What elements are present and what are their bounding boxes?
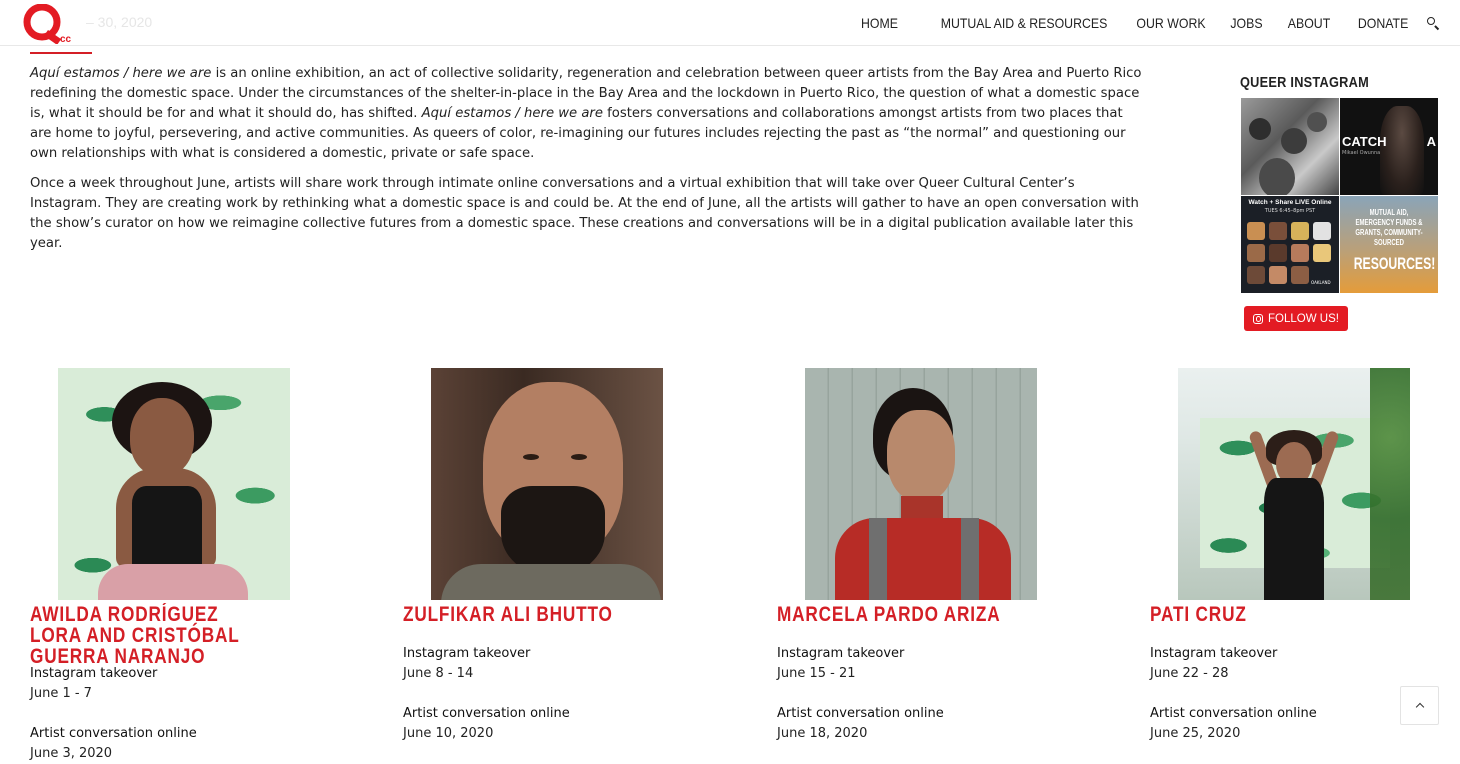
exhibition-intro [30, 64, 1145, 264]
artist-takeover [403, 644, 530, 684]
exhibition-title-em-2: Aquí estamos / here we are [421, 106, 603, 121]
nav-mutual-aid[interactable]: MUTUAL AID & RESOURCES [940, 15, 1108, 31]
post-live-title: Watch + Share LIVE Online [1248, 199, 1332, 206]
intro-text-a: is an online exhibition, an act of collective solidarity, regeneration and celebration between queer artists from the Bay Area and Puerto Rico redefining the domestic space. Under the circumstances of the shelter-in-place in the Bay Area and the lockdown in Puerto Rico, the question of what a domestic space is, what it should be for and what it should do, has shifted. [30, 66, 1142, 121]
conversation-date: June 3, 2020 [30, 746, 113, 761]
nav-our-work[interactable]: OUR WORK [1136, 15, 1206, 31]
intro-paragraph-1 [30, 64, 1145, 164]
post-resources-small: MUTUAL AID, EMERGENCY FUNDS & GRANTS, COMMUNITY-SOURCED [1355, 208, 1423, 247]
instagram-icon [1253, 314, 1263, 324]
follow-us-label: FOLLOW US! [1268, 312, 1339, 325]
post-oakland: OAKLAND [1311, 280, 1331, 285]
takeover-dates: June 8 - 14 [403, 666, 474, 681]
artist-takeover [30, 664, 157, 704]
conversation-label: Artist conversation online [30, 726, 197, 741]
takeover-dates: June 1 - 7 [30, 686, 92, 701]
post-resources-big: RESOURCES! [1353, 254, 1436, 273]
nav-jobs[interactable]: JOBS [1230, 15, 1263, 31]
conversation-date: June 18, 2020 [777, 726, 868, 741]
conversation-label: Artist conversation online [777, 706, 944, 721]
takeover-label: Instagram takeover [1150, 646, 1278, 661]
search-icon[interactable] [1426, 16, 1440, 30]
nav-home[interactable]: HOME [861, 15, 899, 31]
post-catch-text: CATCH [1342, 134, 1387, 149]
instagram-post-2[interactable] [1340, 98, 1438, 195]
nav-about[interactable]: ABOUT [1288, 15, 1331, 31]
conversation-date: June 25, 2020 [1150, 726, 1241, 741]
artist-takeover [1150, 644, 1277, 684]
artist-photo [58, 368, 290, 600]
artist-conversation [403, 704, 570, 744]
qcc-logo[interactable] [22, 4, 78, 44]
logo-sub: cc [60, 34, 72, 44]
qcc-logo-mark [22, 4, 78, 44]
nav-donate[interactable]: DONATE [1357, 15, 1408, 31]
takeover-dates: June 15 - 21 [777, 666, 856, 681]
main-nav [836, 0, 1440, 46]
chevron-up-icon [1416, 703, 1424, 711]
artist-conversation [30, 724, 197, 764]
artist-name: ZULFIKAR ALI BHUTTO [403, 603, 613, 626]
conversation-label: Artist conversation online [403, 706, 570, 721]
artist-name: MARCELA PARDO ARIZA [777, 603, 1001, 626]
instagram-grid [1241, 98, 1438, 294]
instagram-post-4[interactable] [1340, 196, 1438, 293]
follow-us-button[interactable] [1244, 306, 1348, 331]
back-to-top-button[interactable] [1400, 686, 1439, 725]
exhibition-title-em: Aquí estamos / here we are [30, 66, 212, 81]
post-catch-sub: Mikael Owunna [1342, 150, 1381, 156]
takeover-label: Instagram takeover [777, 646, 905, 661]
site-header [0, 0, 1460, 46]
artist-photo [805, 368, 1037, 600]
artist-takeover [777, 644, 904, 684]
instagram-post-3[interactable] [1241, 196, 1339, 293]
artist-photo [1178, 368, 1410, 600]
takeover-dates: June 22 - 28 [1150, 666, 1229, 681]
conversation-label: Artist conversation online [1150, 706, 1317, 721]
artist-name: PATI CRUZ [1150, 603, 1247, 626]
instagram-post-1[interactable] [1241, 98, 1339, 195]
artist-conversation [777, 704, 944, 744]
post-live-sub: TUES 6:45–8pm PST [1264, 208, 1316, 214]
artist-photo [431, 368, 663, 600]
sidebar-title: QUEER INSTAGRAM [1240, 74, 1369, 91]
takeover-label: Instagram takeover [403, 646, 531, 661]
takeover-label: Instagram takeover [30, 666, 158, 681]
artist-name: AWILDA RODRÍGUEZ LORA AND CRISTÓBAL GUERRA NARANJO [30, 603, 240, 668]
artist-conversation [1150, 704, 1317, 744]
title-underline [30, 52, 92, 54]
intro-paragraph-2: Once a week throughout June, artists will share work through intimate online conversations and a virtual exhibition that will take over Queer Cultural Center’s Instagram. They are creating work by rethinking what a domestic space is and could be. At the end of June, all the artists will gather to have an open conversation with the show’s curator on how we reimagine collective futures from a domestic space. These creations and conversations will be in a digital publication available later this year. [30, 176, 1139, 251]
conversation-date: June 10, 2020 [403, 726, 494, 741]
intro-text-b: fosters conversations and collaborations amongst artists from two places that are home to joyful, persevering, and active communities. As queers of color, re-imagining our futures includes rejecting the past as “the normal” and questioning our own relationships with what is considered a domestic, private or safe space. [30, 106, 1126, 161]
post-catch-a: A [1426, 134, 1436, 149]
faded-date: – 30, 2020 [86, 14, 153, 30]
